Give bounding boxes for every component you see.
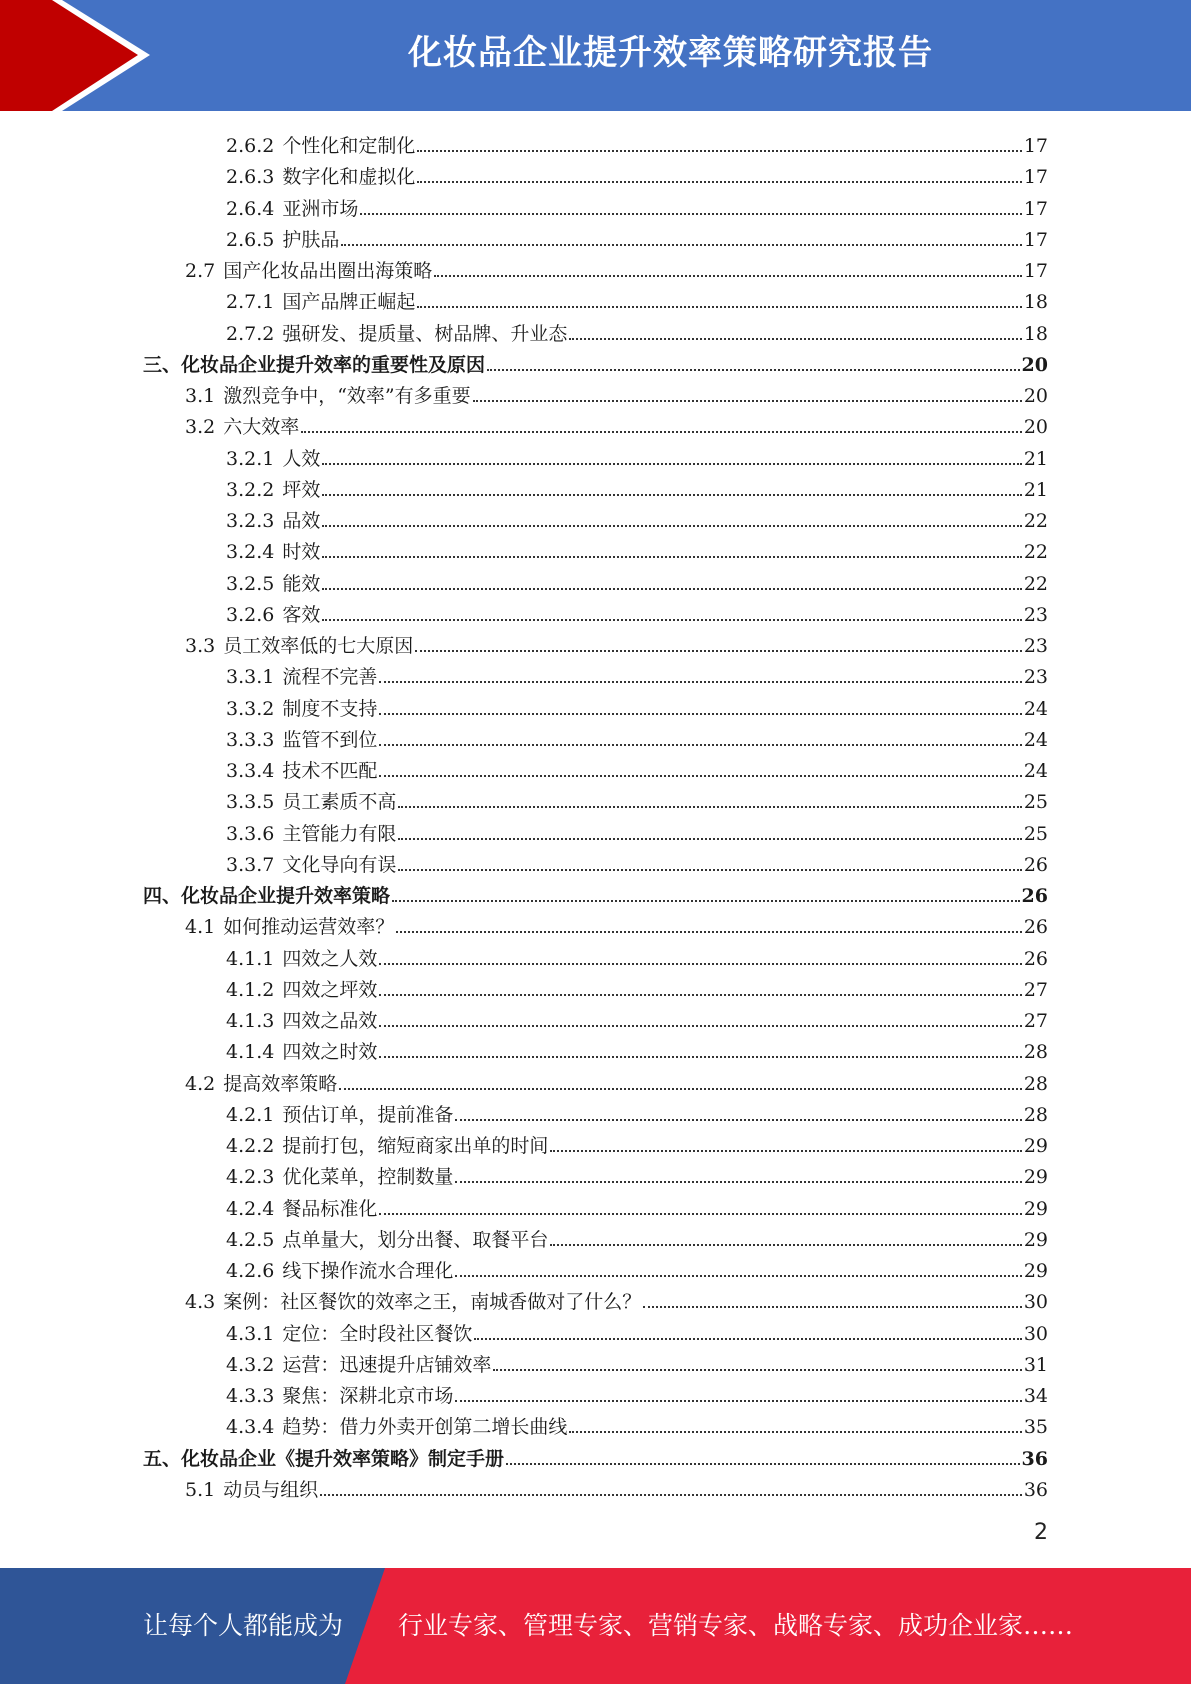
toc-dot-leader <box>360 213 1021 215</box>
toc-entry-number: 4.2.5 <box>226 1228 275 1251</box>
toc-dot-leader <box>473 400 1022 402</box>
toc-entry[interactable] <box>226 846 1048 877</box>
toc-entry-title: 国产化妆品出圈出海策略 <box>223 260 433 282</box>
toc-entry[interactable] <box>226 190 1048 221</box>
toc-entry-number: 五、 <box>143 1447 182 1470</box>
toc-entry[interactable] <box>226 283 1048 314</box>
toc-entry-page: 25 <box>1023 791 1048 814</box>
toc-entry-title: 强研发、提质量、树品牌、升业态 <box>282 322 568 345</box>
toc-entry-title: 聚焦：深耕北京市场 <box>282 1385 454 1407</box>
toc-entry-number: 3.3.5 <box>226 791 275 814</box>
toc-dot-leader <box>434 275 1022 277</box>
toc-entry[interactable] <box>226 127 1048 158</box>
toc-entry-title: 定位：全时段社区餐饮 <box>282 1322 473 1345</box>
toc-entry-page: 36 <box>1021 1447 1048 1470</box>
toc-entry[interactable] <box>185 1471 1048 1502</box>
toc-dot-leader <box>417 150 1021 152</box>
toc-entry-title: 护肤品 <box>282 228 340 251</box>
toc-entry[interactable] <box>226 752 1048 783</box>
toc-entry-page: 28 <box>1023 1041 1048 1064</box>
toc-entry[interactable] <box>143 346 1048 377</box>
toc-entry-page: 17 <box>1023 166 1048 189</box>
toc-entry-page: 17 <box>1023 197 1048 220</box>
page-number: 2 <box>1034 1520 1048 1545</box>
toc-entry-page: 28 <box>1023 1072 1048 1095</box>
toc-entry-number: 2.6.5 <box>226 228 275 251</box>
toc-entry-number: 4.3.3 <box>226 1385 275 1407</box>
toc-dot-leader <box>550 1150 1021 1152</box>
toc-dot-leader <box>379 744 1021 746</box>
toc-entry[interactable] <box>226 815 1048 846</box>
toc-entry-title: 技术不匹配 <box>282 760 378 782</box>
toc-entry-number: 4.3.2 <box>226 1353 275 1376</box>
toc-entry-number: 2.7 <box>185 260 216 282</box>
toc-entry-page: 30 <box>1023 1322 1048 1345</box>
toc-dot-leader <box>322 588 1021 590</box>
toc-entry[interactable] <box>226 440 1048 471</box>
toc-entry[interactable] <box>185 377 1048 408</box>
toc-dot-leader <box>415 650 1022 652</box>
toc-entry-number: 2.7.2 <box>226 322 275 345</box>
toc-entry-page: 21 <box>1023 478 1048 501</box>
toc-entry-number: 4.3.1 <box>226 1322 275 1345</box>
toc-entry-page: 27 <box>1023 1010 1048 1032</box>
toc-entry[interactable] <box>226 971 1048 1002</box>
toc-entry[interactable] <box>226 1190 1048 1221</box>
toc-entry-page: 23 <box>1023 603 1048 626</box>
toc-entry-number: 3.2.2 <box>226 478 275 501</box>
toc-entry-page: 29 <box>1023 1228 1048 1251</box>
toc-entry-page: 31 <box>1023 1353 1048 1376</box>
toc-entry-number: 3.2.6 <box>226 603 275 626</box>
toc-dot-leader <box>474 1338 1021 1340</box>
toc-entry-number: 3.3.7 <box>226 853 275 876</box>
toc-entry-number: 2.6.3 <box>226 166 275 189</box>
toc-entry-number: 3.3.1 <box>226 666 275 689</box>
toc-entry-number: 3.2 <box>185 416 216 439</box>
toc-entry-title: 四效之坪效 <box>282 978 378 1001</box>
toc-entry-page: 26 <box>1021 885 1048 907</box>
toc-dot-leader <box>322 525 1021 527</box>
toc-entry-title: 化妆品企业提升效率的重要性及原因 <box>181 353 486 376</box>
toc-entry-number: 3.3.6 <box>226 822 275 845</box>
toc-entry-title: 线下操作流水合理化 <box>282 1260 454 1282</box>
toc-entry-title: 数字化和虚拟化 <box>282 166 416 189</box>
toc-entry[interactable] <box>143 877 1048 908</box>
toc-dot-leader <box>379 1056 1021 1058</box>
toc-entry-page: 36 <box>1023 1478 1048 1501</box>
toc-entry-number: 4.2.3 <box>226 1166 275 1189</box>
toc-entry[interactable] <box>226 658 1048 689</box>
toc-dot-leader <box>379 994 1021 996</box>
toc-entry-title: 提高效率策略 <box>223 1072 338 1095</box>
toc-entry-number: 3.1 <box>185 385 216 407</box>
toc-entry-number: 4.3 <box>185 1291 216 1314</box>
toc-entry[interactable] <box>226 690 1048 721</box>
toc-entry-page: 29 <box>1023 1197 1048 1220</box>
header-title: 化妆品企业提升效率策略研究报告 <box>408 33 933 73</box>
toc-entry-number: 4.1.4 <box>226 1041 275 1064</box>
toc-dot-leader <box>455 1181 1021 1183</box>
toc-entry[interactable] <box>226 502 1048 533</box>
toc-dot-leader <box>301 431 1022 433</box>
toc-entry-title: 客效 <box>282 603 321 626</box>
toc-entry-number: 3.2.4 <box>226 541 275 564</box>
page-header <box>0 0 1191 111</box>
toc-entry-number: 4.2.4 <box>226 1197 275 1220</box>
toc-entry-title: 监管不到位 <box>282 728 378 751</box>
toc-entry[interactable] <box>143 1440 1048 1471</box>
toc-entry-page: 20 <box>1023 416 1048 439</box>
toc-dot-leader <box>417 306 1021 308</box>
toc-entry-page: 20 <box>1023 385 1048 407</box>
toc-dot-leader <box>379 713 1021 715</box>
toc-entry-number: 2.7.1 <box>226 291 275 314</box>
toc-entry[interactable] <box>226 315 1048 346</box>
toc-entry-page: 25 <box>1023 822 1048 845</box>
toc-entry-page: 24 <box>1023 697 1048 720</box>
toc-entry-number: 3.2.3 <box>226 510 275 532</box>
toc-entry-number: 3.2.1 <box>226 447 275 470</box>
toc-entry[interactable] <box>226 1408 1048 1439</box>
toc-entry-title: 案例：社区餐饮的效率之王，南城香做对了什么？ <box>223 1291 642 1314</box>
toc-dot-leader <box>455 1400 1021 1402</box>
toc-dot-leader <box>398 838 1021 840</box>
toc-entry-page: 29 <box>1023 1135 1048 1157</box>
toc-entry-number: 3.3.3 <box>226 728 275 751</box>
toc-entry-page: 29 <box>1023 1166 1048 1189</box>
toc-entry-page: 17 <box>1023 260 1048 282</box>
toc-entry-page: 20 <box>1021 353 1048 376</box>
toc-entry-number: 4.1.2 <box>226 978 275 1001</box>
toc-entry-page: 23 <box>1023 635 1048 657</box>
toc-dot-leader <box>320 1494 1022 1496</box>
toc-entry-title: 激烈竞争中，“效率”有多重要 <box>223 385 471 407</box>
toc-dot-leader <box>322 556 1021 558</box>
toc-entry-page: 30 <box>1023 1291 1048 1314</box>
toc-entry[interactable] <box>185 908 1048 939</box>
toc-dot-leader <box>569 1431 1021 1433</box>
toc-entry-number: 4.2.1 <box>226 1103 275 1126</box>
toc-entry-page: 17 <box>1023 228 1048 251</box>
toc-entry-page: 24 <box>1023 728 1048 751</box>
toc-entry-page: 21 <box>1023 447 1048 470</box>
toc-entry-title: 亚洲市场 <box>282 197 359 220</box>
toc-entry-number: 4.1.1 <box>226 947 275 970</box>
toc-dot-leader <box>322 494 1021 496</box>
toc-entry-title: 四效之人效 <box>282 947 378 970</box>
toc-entry[interactable] <box>226 1252 1048 1283</box>
toc-dot-leader <box>379 681 1021 683</box>
toc-entry-page: 26 <box>1023 853 1048 876</box>
toc-dot-leader <box>379 963 1021 965</box>
footer-slogan-left: 让每个人都能成为 <box>143 1611 344 1640</box>
toc-entry[interactable] <box>226 1158 1048 1189</box>
toc-entry-title: 化妆品企业提升效率策略 <box>181 885 391 907</box>
footer-slogan-right: 行业专家、管理专家、营销专家、战略专家、成功企业家…… <box>398 1611 1074 1640</box>
toc-dot-leader <box>322 619 1021 621</box>
toc-entry[interactable] <box>226 1127 1048 1158</box>
toc-entry-page: 34 <box>1023 1385 1048 1407</box>
toc-entry[interactable] <box>226 783 1048 814</box>
toc-entry-title: 预估订单，提前准备 <box>282 1103 454 1126</box>
toc-dot-leader <box>322 463 1021 465</box>
toc-entry-number: 5.1 <box>185 1478 216 1501</box>
toc-entry-number: 三、 <box>143 353 182 376</box>
toc-dot-leader <box>339 1088 1022 1090</box>
toc-entry-title: 趋势：借力外卖开创第二增长曲线 <box>282 1416 568 1439</box>
toc-dot-leader <box>392 900 1020 902</box>
toc-entry-number: 4.2 <box>185 1072 216 1095</box>
toc-entry-page: 23 <box>1023 666 1048 689</box>
toc-entry[interactable] <box>226 1221 1048 1252</box>
toc-entry-number: 3.2.5 <box>226 572 275 595</box>
toc-entry-title: 品效 <box>282 510 321 532</box>
toc-entry-page: 29 <box>1023 1260 1048 1282</box>
toc-entry-number: 3.3 <box>185 635 216 657</box>
toc-dot-leader <box>493 1369 1021 1371</box>
toc-entry-page: 18 <box>1023 291 1048 314</box>
toc-entry-title: 提前打包，缩短商家出单的时间 <box>282 1135 549 1157</box>
toc-entry-title: 化妆品企业《提升效率策略》制定手册 <box>181 1447 505 1470</box>
toc-entry-number: 4.1.3 <box>226 1010 275 1032</box>
toc-entry-title: 坪效 <box>282 478 321 501</box>
toc-entry[interactable] <box>226 1315 1048 1346</box>
toc-dot-leader <box>341 244 1021 246</box>
toc-dot-leader <box>398 869 1021 871</box>
toc-entry-number: 4.2.2 <box>226 1135 275 1157</box>
toc-dot-leader <box>379 1213 1021 1215</box>
toc-entry-number: 4.2.6 <box>226 1260 275 1282</box>
toc-entry[interactable] <box>226 1002 1048 1033</box>
toc-dot-leader <box>379 775 1021 777</box>
toc-dot-leader <box>379 1025 1021 1027</box>
toc-entry-page: 26 <box>1023 947 1048 970</box>
toc-entry-title: 动员与组织 <box>223 1478 319 1501</box>
toc-entry[interactable] <box>226 565 1048 596</box>
toc-entry-title: 运营：迅速提升店铺效率 <box>282 1353 492 1376</box>
toc-entry[interactable] <box>226 158 1048 189</box>
toc-entry-title: 员工素质不高 <box>282 791 397 814</box>
toc-dot-leader <box>396 931 1022 933</box>
page-footer <box>0 1568 1191 1684</box>
toc-dot-leader <box>506 1463 1020 1465</box>
toc-entry-page: 18 <box>1023 322 1048 345</box>
toc-entry[interactable] <box>226 596 1048 627</box>
toc-dot-leader <box>455 1275 1021 1277</box>
toc-entry[interactable] <box>226 1346 1048 1377</box>
toc-entry[interactable] <box>226 221 1048 252</box>
toc-entry-page: 17 <box>1023 135 1048 157</box>
toc-entry-title: 四效之品效 <box>282 1010 378 1032</box>
toc-entry-page: 24 <box>1023 760 1048 782</box>
toc-entry[interactable] <box>226 533 1048 564</box>
toc-entry[interactable] <box>185 252 1048 283</box>
toc-dot-leader <box>398 806 1021 808</box>
toc-dot-leader <box>487 369 1020 371</box>
toc-entry-title: 流程不完善 <box>282 666 378 689</box>
toc-entry-number: 2.6.2 <box>226 135 275 157</box>
toc-entry-page: 22 <box>1023 541 1048 564</box>
header-chevron-icon <box>0 0 160 111</box>
toc-entry-title: 如何推动运营效率？ <box>223 916 395 939</box>
toc-dot-leader <box>643 1306 1022 1308</box>
toc-dot-leader <box>417 181 1021 183</box>
toc-entry[interactable] <box>185 408 1048 439</box>
toc-entry-number: 4.3.4 <box>226 1416 275 1439</box>
toc-entry-page: 27 <box>1023 978 1048 1001</box>
toc-entry[interactable] <box>226 1377 1048 1408</box>
toc-entry-page: 22 <box>1023 510 1048 532</box>
toc-entry-title: 个性化和定制化 <box>282 135 416 157</box>
toc-entry-title: 四效之时效 <box>282 1041 378 1064</box>
toc-entry-page: 35 <box>1023 1416 1048 1439</box>
toc-entry-title: 主管能力有限 <box>282 822 397 845</box>
toc-entry[interactable] <box>226 1033 1048 1064</box>
toc-entry-title: 六大效率 <box>223 416 300 439</box>
toc-entry-number: 四、 <box>143 885 182 907</box>
toc-entry[interactable] <box>226 1096 1048 1127</box>
toc-entry-page: 22 <box>1023 572 1048 595</box>
toc-entry-title: 优化菜单，控制数量 <box>282 1166 454 1189</box>
toc-entry-number: 4.1 <box>185 916 216 939</box>
toc-entry-title: 人效 <box>282 447 321 470</box>
toc-entry-title: 能效 <box>282 572 321 595</box>
toc-dot-leader <box>455 1119 1021 1121</box>
toc-entry-title: 餐品标准化 <box>282 1197 378 1220</box>
toc-entry[interactable] <box>185 627 1048 658</box>
toc-entry-page: 26 <box>1023 916 1048 939</box>
toc-entry[interactable] <box>226 471 1048 502</box>
toc-entry[interactable] <box>185 1065 1048 1096</box>
toc-entry-title: 制度不支持 <box>282 697 378 720</box>
toc-entry-title: 文化导向有误 <box>282 853 397 876</box>
toc-entry[interactable] <box>226 940 1048 971</box>
toc-entry-title: 国产品牌正崛起 <box>282 291 416 314</box>
toc-dot-leader <box>550 1244 1021 1246</box>
toc-entry-title: 员工效率低的七大原因 <box>223 635 414 657</box>
toc-entry-number: 2.6.4 <box>226 197 275 220</box>
toc-entry-number: 3.3.4 <box>226 760 275 782</box>
toc-entry[interactable] <box>226 721 1048 752</box>
toc-dot-leader <box>569 338 1021 340</box>
toc-entry-number: 3.3.2 <box>226 697 275 720</box>
toc-entry-title: 点单量大，划分出餐、取餐平台 <box>282 1228 549 1251</box>
toc-entry-title: 时效 <box>282 541 321 564</box>
toc-entry-page: 28 <box>1023 1103 1048 1126</box>
toc-entry[interactable] <box>185 1283 1048 1314</box>
